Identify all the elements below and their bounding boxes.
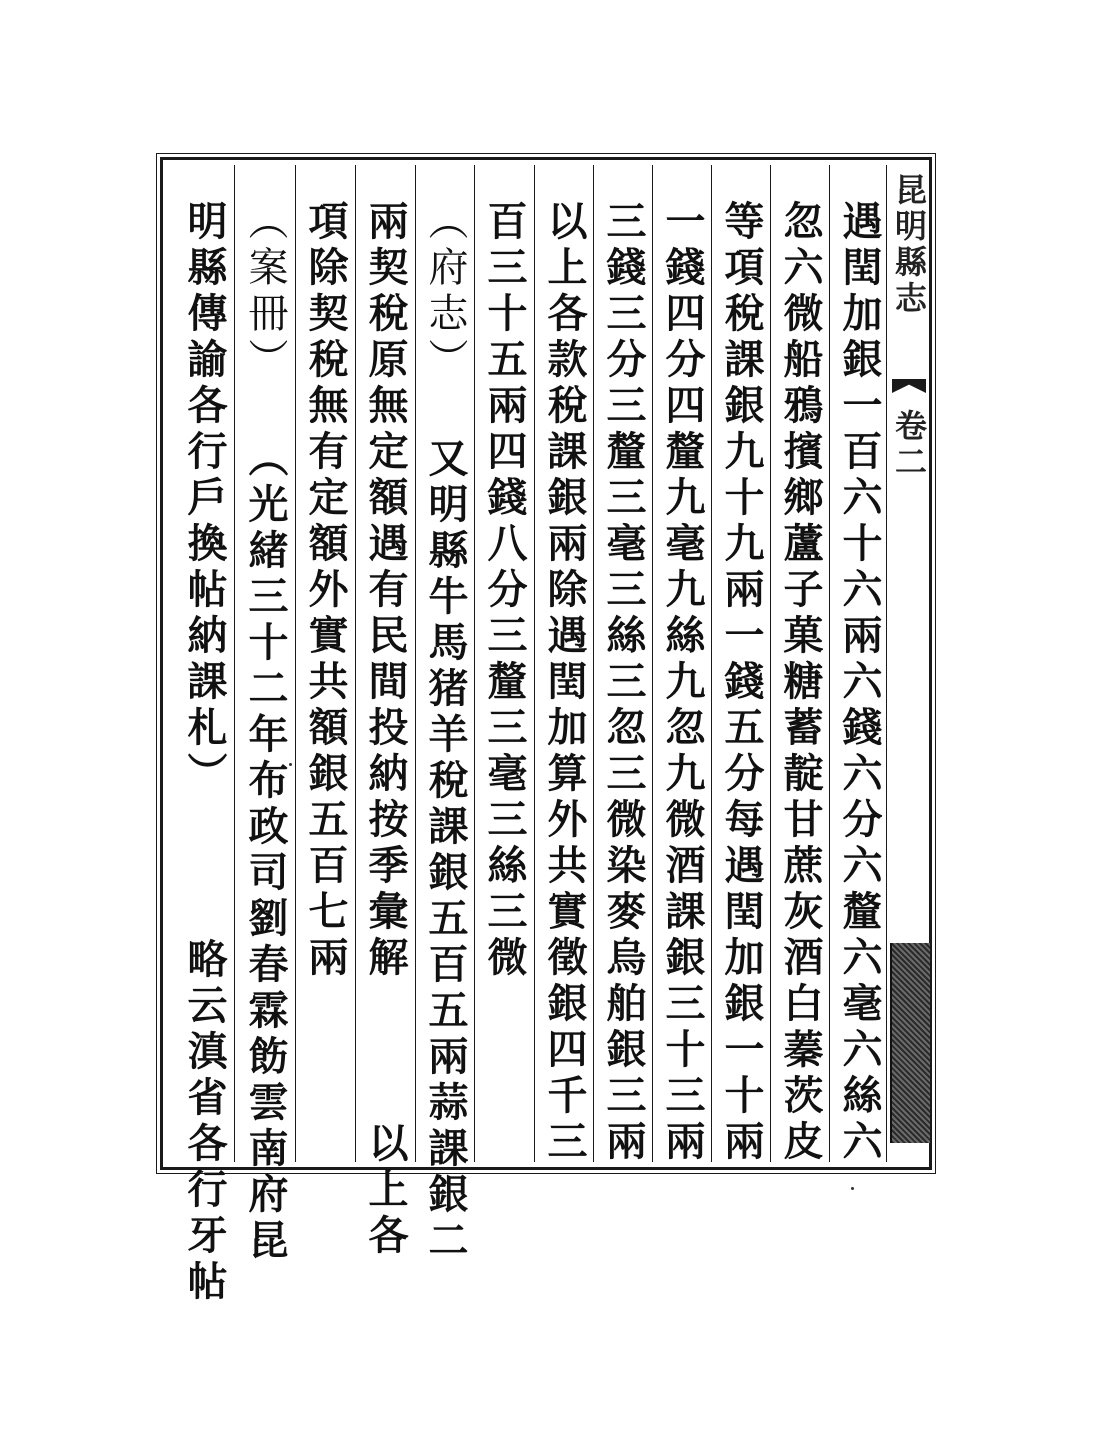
column-text: 明縣傳諭各行戶換帖納課札）: [181, 200, 228, 798]
black-mouth-band: [890, 943, 930, 1143]
text-column-7: [476, 200, 532, 982]
text-column-4: [654, 200, 710, 1166]
page-margin-banxin: [886, 165, 932, 1162]
volume-number: 卷二: [890, 409, 928, 481]
column-rule: [415, 165, 416, 1162]
source-citation: （案冊）: [242, 200, 288, 384]
column-text: 以上各款稅課銀兩除遇閏加算外共實徵銀四千三: [541, 200, 588, 1166]
text-column-1: [831, 200, 887, 1166]
column-text: （光緒三十二年布政司劉春霖飭雲南府昆: [242, 437, 289, 1265]
column-text: 一錢四分四釐九毫九絲九忽九微酒課銀三十三兩: [659, 200, 706, 1166]
column-text: 遇閏加銀一百六十六兩六錢六分六釐六毫六絲六: [836, 200, 883, 1166]
column-text: 百三十五兩四錢八分三釐三毫三絲三微: [481, 200, 528, 982]
text-column-11: [237, 200, 293, 1265]
column-text: 等項稅課銀九十九兩一錢五分每遇閏加銀一十兩: [718, 200, 765, 1166]
text-column-9: [357, 200, 413, 1260]
column-text: 以上各: [362, 1122, 409, 1260]
text-column-2: [772, 200, 828, 1166]
column-text: 又明縣牛馬猪羊稅課銀五百五兩蒜課銀二: [422, 437, 469, 1265]
ink-speck: [289, 763, 292, 766]
column-rule: [234, 165, 235, 1162]
book-title: 昆明縣志: [890, 173, 928, 317]
text-column-5: [595, 200, 651, 1166]
column-text: 兩契稅原無定額遇有民間投納按季彙解: [362, 200, 409, 982]
column-rule: [711, 165, 712, 1162]
column-rule: [593, 165, 594, 1162]
text-column-6: [536, 200, 592, 1166]
text-column-3: [713, 200, 769, 1166]
column-text: 三錢三分三釐三毫三絲三忽三微染麥烏舶銀三兩: [600, 200, 647, 1166]
fishtail-mark: [892, 379, 926, 393]
column-rule: [295, 165, 296, 1162]
column-text: 略云滇省各行牙帖: [181, 938, 228, 1306]
column-rule: [770, 165, 771, 1162]
column-rule: [474, 165, 475, 1162]
text-column-10: [297, 200, 353, 982]
ink-speck: [851, 1187, 854, 1190]
column-rule: [829, 165, 830, 1162]
text-column-12: [176, 200, 232, 1306]
text-column-8: [417, 200, 473, 1265]
column-text: 項除契稅無有定額外實共額銀五百七兩: [302, 200, 349, 982]
source-citation: （府志）: [422, 200, 468, 384]
column-rule: [355, 165, 356, 1162]
column-rule: [652, 165, 653, 1162]
column-rule: [534, 165, 535, 1162]
column-text: 忽六微船鴉擯鄉蘆子菓糖蓄靛甘蔗灰酒白蓁茨皮: [777, 200, 824, 1166]
